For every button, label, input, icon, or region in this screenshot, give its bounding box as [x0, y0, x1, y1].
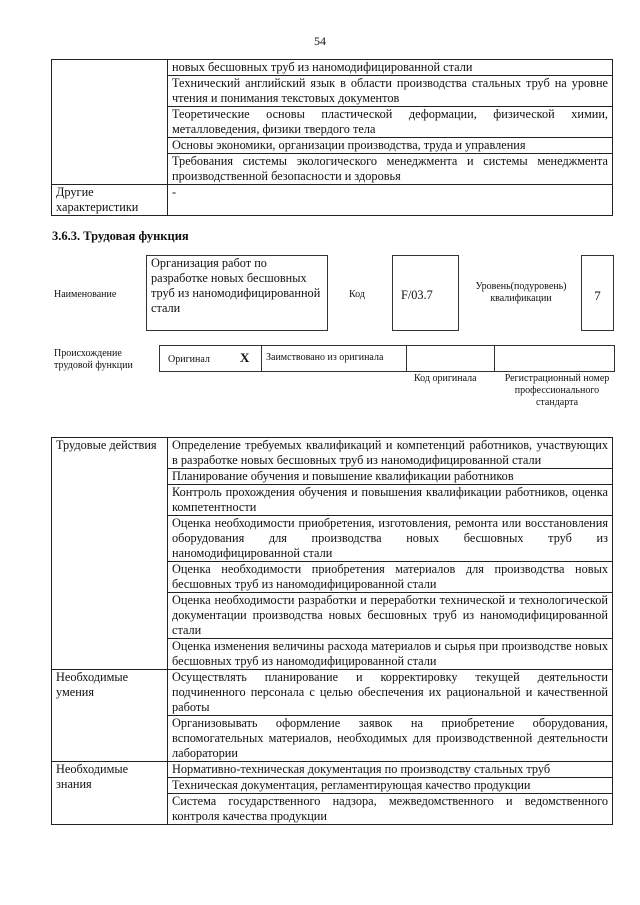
origin-row: [159, 345, 615, 372]
section-heading: 3.6.3. Трудовая функция: [52, 229, 189, 243]
table-cell: новых бесшовных труб из наномодифицированной стали: [168, 60, 613, 76]
table-cell: Технический английский язык в области производства стальных труб на уровне чтения и понимания текстовых документов: [168, 76, 613, 107]
knowledge-table-continued: [51, 59, 613, 216]
orig-code-label: Код оригинала: [414, 373, 477, 384]
empty-cell: [52, 60, 168, 185]
table-cell: Нормативно-техническая документация по производству стальных труб: [168, 762, 613, 778]
table-cell: Осуществлять планирование и корректировку текущей деятельности подчиненного персонала с целью обеспечения их рациональной и качественной работы: [168, 670, 613, 716]
table-cell: Оценка необходимости приобретения материалов для производства новых бесшовных труб из наномодифицированной стали: [168, 562, 613, 593]
table-cell: Техническая документация, регламентирующая качество продукции: [168, 778, 613, 794]
original-mark: X: [240, 350, 250, 365]
name-label: Наименование: [54, 289, 117, 300]
table-cell: Теоретические основы пластической деформации, физической химии, металловедения, физики твердого тела: [168, 107, 613, 138]
level-value: 7: [581, 255, 614, 331]
row-label: Трудовые действия: [52, 438, 168, 670]
level-label: Уровень(подуровень) квалификации: [475, 281, 567, 304]
table-cell: Требования системы экологического менеджмента и системы менеджмента производственной безопасности и здоровья: [168, 154, 613, 185]
table-cell: Определение требуемых квалификаций и компетенций работников, участвующих в разработке новых бесшовных труб из наномодифицированной стали: [168, 438, 613, 469]
code-label: Код: [349, 289, 365, 300]
table-cell: Организовывать оформление заявок на приобретение оборудования, вспомогательных материалов, необходимых для производственной деятельности лаборатории: [168, 716, 613, 762]
table-cell: Система государственного надзора, межведомственного и ведомственного контроля качества продукции: [168, 794, 613, 825]
name-value: Организация работ по разработке новых бесшовных труб из наномодифицированной стали: [146, 255, 328, 331]
table-cell: Оценка необходимости приобретения, изготовления, ремонта или восстановления оборудования для производства новых бесшовных труб из наномодифицированной стали: [168, 516, 613, 562]
original-label: Оригинал: [168, 354, 210, 365]
table-cell: Основы экономики, организации производства, труда и управления: [168, 138, 613, 154]
labor-function-table: [51, 437, 613, 825]
row-label: Необходимые знания: [52, 762, 168, 825]
table-cell: -: [168, 185, 613, 216]
table-cell: Оценка необходимости разработки и переработки технической и технологической документации производства новых бесшовных труб из наномодифицированной стали: [168, 593, 613, 639]
borrowed-label: Заимствовано из оригинала: [266, 352, 384, 363]
row-label: Необходимые умения: [52, 670, 168, 762]
table-cell: Планирование обучения и повышение квалификации работников: [168, 469, 613, 485]
reg-number-label: Регистрационный номер профессионального стандарта: [504, 373, 610, 408]
origin-label: Происхождение трудовой функции: [54, 348, 133, 371]
row-label: Другие характеристики: [52, 185, 168, 216]
page-number: 54: [314, 34, 326, 48]
table-cell: Оценка изменения величины расхода материалов и сырья при производстве новых бесшовных труб из наномодифицированной стали: [168, 639, 613, 670]
table-cell: Контроль прохождения обучения и повышения квалификации работников, оценка компетентности: [168, 485, 613, 516]
code-value: F/03.7: [392, 255, 459, 331]
